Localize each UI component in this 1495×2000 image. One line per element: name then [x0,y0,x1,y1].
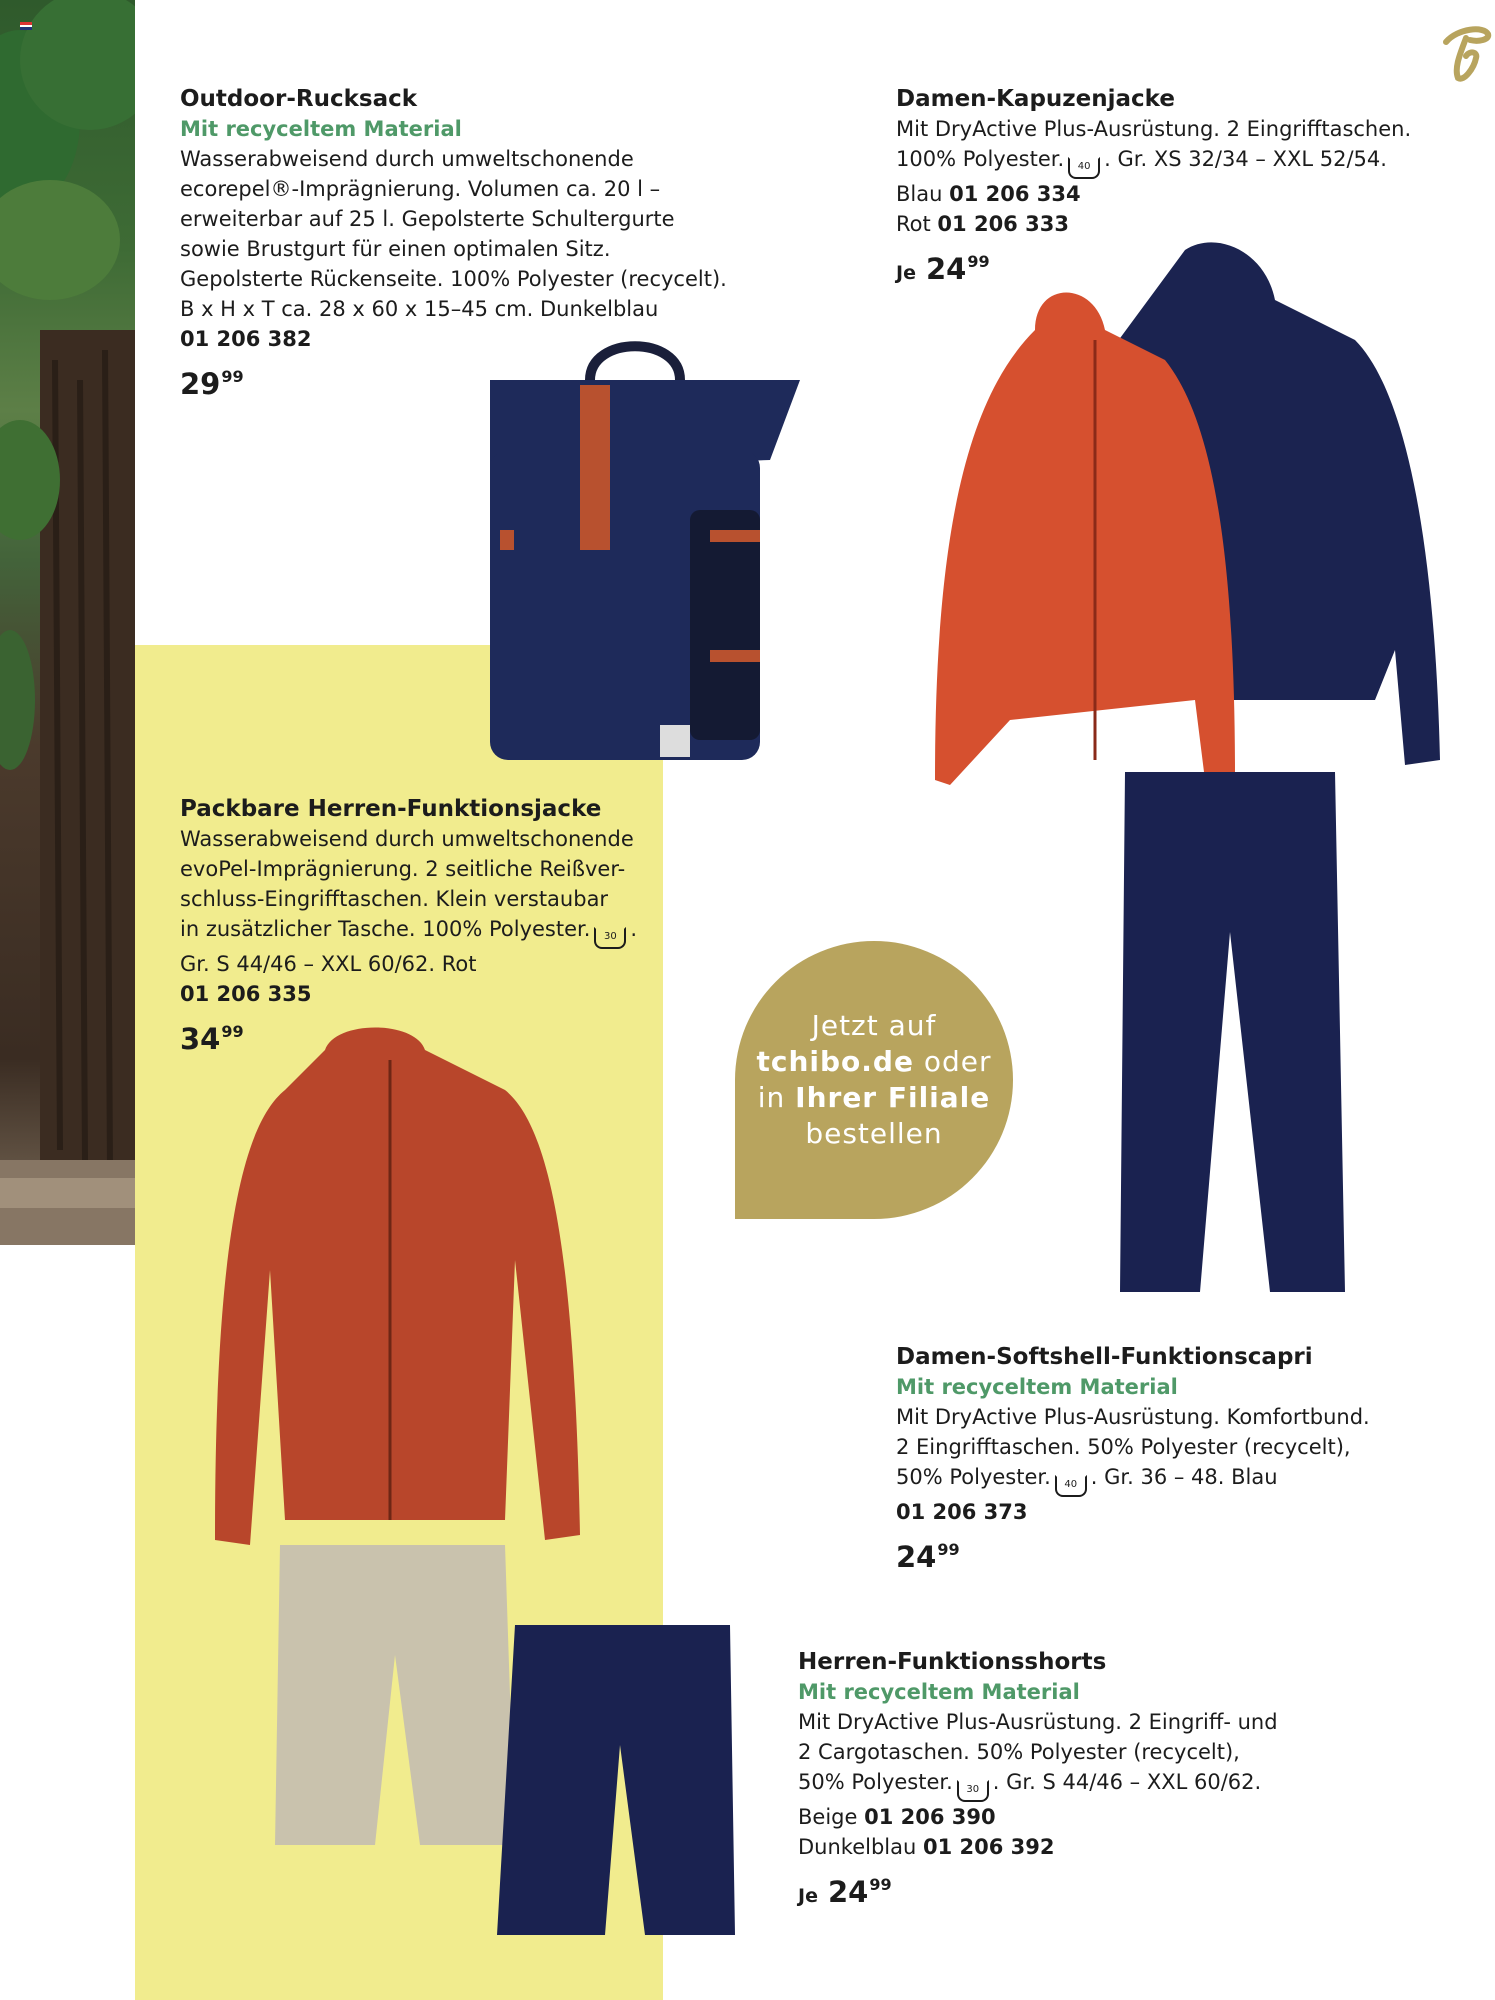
price: Je $24^{99}$ [896,252,990,286]
badge-line: tchibo.de oder [756,1045,992,1078]
description-line: Mit DryActive Plus-Ausrüstung. Komfortbund. [896,1405,1370,1429]
description-line: Mit DryActive Plus-Ausrüstung. 2 Eingrifftaschen. [896,117,1412,141]
description-line: schluss-Eingrifftaschen. Klein verstaubar [180,887,609,911]
forest-photo [0,0,135,1245]
hoodie-image [935,240,1445,824]
recycled-label: Mit recyceltem Material [896,1375,1178,1399]
description-line: Gepolsterte Rückenseite. 100% Polyester (recycelt). [180,267,727,291]
description-line: sowie Brustgurt für einen optimalen Sitz. [180,237,611,261]
recycled-label: Mit recyceltem Material [798,1680,1080,1704]
wash-care-icon: 30 [957,1780,989,1802]
product-title: Herren-Funktionsshorts [798,1649,1107,1675]
description-line: evoPel-Imprägnierung. 2 seitliche Reißver- [180,857,626,881]
description-line: Gr. S 44/46 – XXL 60/62. Rot [180,952,477,976]
description-line: in zusätzlicher Tasche. 100% Polyester. 30 . [180,914,637,949]
badge-line: in Ihrer Filiale [757,1081,991,1114]
article-number: 01 206 335 [180,982,312,1006]
product-title: Outdoor-Rucksack [180,86,418,112]
product-capri [896,1342,1370,1572]
backpack-image [440,330,810,784]
variant-line: Rot 01 206 333 [896,212,1069,236]
price: $24^{99}$ [896,1540,960,1574]
variant-line: Beige 01 206 390 [798,1805,996,1829]
description-line: 50% Polyester. 30 . Gr. S 44/46 – XXL 60/62. [798,1767,1278,1802]
description-line: 2 Cargotaschen. 50% Polyester (recycelt), [798,1740,1240,1764]
description-line: 2 Eingrifftaschen. 50% Polyester (recycelt), [896,1435,1351,1459]
wash-care-icon: 40 [1068,157,1100,179]
recycled-label: Mit recyceltem Material [180,117,462,141]
price: Je $24^{99}$ [798,1875,892,1909]
variant-line: Blau 01 206 334 [896,182,1081,206]
product-jacket [180,794,637,1054]
description-line: Wasserabweisend durch umweltschonende [180,827,634,851]
product-title: Damen-Softshell-Funktionscapri [896,1344,1313,1370]
article-number: 01 206 382 [180,327,312,351]
capri-pants-image [1110,772,1350,1321]
description-line: 50% Polyester. 40 . Gr. 36 – 48. Blau [896,1462,1370,1497]
wash-care-icon: 40 [1055,1475,1087,1497]
description-line: 100% Polyester. 40 . Gr. XS 32/34 – XXL 52/54. [896,144,1411,179]
article-number: 01 206 373 [896,1500,1028,1524]
price: $29^{99}$ [180,367,244,401]
product-shorts [798,1647,1278,1911]
flag-icon [20,22,32,30]
shorts-image [275,1545,735,1944]
variant-line: Dunkelblau 01 206 392 [798,1835,1055,1859]
price: $34^{99}$ [180,1022,244,1056]
description-line: Mit DryActive Plus-Ausrüstung. 2 Eingriff- und [798,1710,1278,1734]
description-line: erweiterbar auf 25 l. Gepolsterte Schultergurte [180,207,675,231]
badge-line: bestellen [805,1117,943,1150]
description-line: ecorepel®-Imprägnierung. Volumen ca. 20 l – [180,177,661,201]
description-line: B x H x T ca. 28 x 60 x 15–45 cm. Dunkelblau [180,297,659,321]
jacket-image [215,1020,585,1549]
order-online-badge [735,941,1013,1219]
description-line: Wasserabweisend durch umweltschonende [180,147,634,171]
tchibo-logo-icon [1440,24,1492,86]
product-title: Packbare Herren-Funktionsjacke [180,796,602,822]
product-title: Damen-Kapuzenjacke [896,86,1175,112]
wash-care-icon: 30 [594,927,626,949]
badge-line: Jetzt auf [811,1009,937,1042]
